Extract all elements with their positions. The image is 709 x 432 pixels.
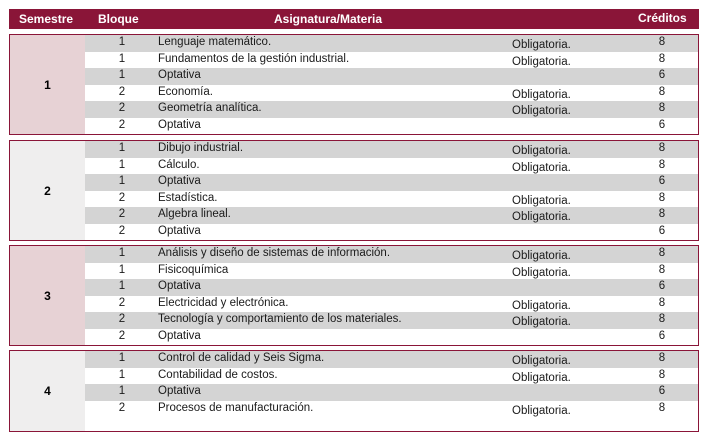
bloque-cell: 2 bbox=[118, 85, 126, 98]
creditos-cell: 8 bbox=[658, 401, 666, 414]
bloque-cell: 1 bbox=[118, 280, 126, 292]
bloque-cell: 2 bbox=[118, 118, 126, 131]
table-row bbox=[85, 296, 698, 313]
asignatura-cell: Lenguaje matemático. bbox=[158, 36, 272, 48]
table-row bbox=[85, 368, 698, 385]
table-row bbox=[85, 351, 698, 368]
asignatura-cell: Algebra lineal. bbox=[158, 208, 231, 220]
asignatura-cell: Control de calidad y Seis Sigma. bbox=[158, 352, 325, 364]
bloque-cell: 2 bbox=[118, 191, 126, 204]
tipo-cell: Obligatoria. bbox=[512, 88, 571, 101]
creditos-cell: 6 bbox=[658, 118, 666, 131]
asignatura-cell: Dibujo industrial. bbox=[158, 142, 244, 154]
table-row bbox=[85, 118, 698, 135]
asignatura-cell: Optativa bbox=[158, 69, 201, 81]
creditos-cell: 8 bbox=[658, 263, 666, 276]
tipo-cell: Obligatoria. bbox=[512, 371, 571, 384]
asignatura-cell: Fisicoquímica bbox=[158, 263, 229, 276]
asignatura-cell: Contabilidad de costos. bbox=[158, 368, 278, 381]
asignatura-cell: Optativa bbox=[158, 118, 201, 131]
semester-number: 1 bbox=[10, 35, 85, 134]
table-row bbox=[85, 158, 698, 175]
asignatura-cell: Geometría analítica. bbox=[158, 102, 262, 114]
tipo-cell: Obligatoria. bbox=[512, 316, 571, 328]
table-row bbox=[85, 224, 698, 241]
table-row bbox=[85, 312, 698, 329]
table-row bbox=[85, 35, 698, 52]
creditos-cell: 8 bbox=[658, 247, 666, 259]
semester-number: 3 bbox=[10, 246, 85, 345]
tipo-cell: Obligatoria. bbox=[512, 39, 571, 51]
table-row bbox=[85, 329, 698, 346]
table-header bbox=[9, 9, 699, 29]
table-row bbox=[85, 207, 698, 224]
bloque-cell: 1 bbox=[118, 352, 126, 364]
bloque-cell: 2 bbox=[118, 224, 126, 237]
asignatura-cell: Procesos de manufacturación. bbox=[158, 401, 314, 414]
header-bloque: Bloque bbox=[98, 12, 139, 26]
asignatura-cell: Optativa bbox=[158, 385, 201, 397]
header-asignatura: Asignatura/Materia bbox=[274, 12, 383, 26]
creditos-cell: 6 bbox=[658, 329, 666, 342]
tipo-cell: Obligatoria. bbox=[512, 266, 571, 279]
tipo-cell: Obligatoria. bbox=[512, 105, 571, 117]
tipo-cell: Obligatoria. bbox=[512, 299, 571, 312]
asignatura-cell: Optativa bbox=[158, 224, 201, 237]
bloque-cell: 2 bbox=[118, 401, 126, 414]
bloque-cell: 1 bbox=[118, 158, 126, 171]
creditos-cell: 8 bbox=[658, 296, 666, 309]
table-row bbox=[85, 263, 698, 280]
semester-number: 2 bbox=[10, 141, 85, 240]
creditos-cell: 8 bbox=[658, 368, 666, 381]
creditos-cell: 8 bbox=[658, 313, 666, 325]
tipo-cell: Obligatoria. bbox=[512, 404, 571, 417]
bloque-cell: 2 bbox=[118, 296, 126, 309]
table-row bbox=[85, 52, 698, 69]
tipo-cell: Obligatoria. bbox=[512, 250, 571, 262]
creditos-cell: 6 bbox=[658, 280, 666, 292]
asignatura-cell: Optativa bbox=[158, 175, 201, 187]
asignatura-cell: Optativa bbox=[158, 280, 201, 292]
asignatura-cell: Estadística. bbox=[158, 191, 218, 204]
creditos-cell: 6 bbox=[658, 175, 666, 187]
creditos-cell: 8 bbox=[658, 142, 666, 154]
creditos-cell: 6 bbox=[658, 385, 666, 397]
table-row bbox=[85, 279, 698, 296]
bloque-cell: 1 bbox=[118, 247, 126, 259]
asignatura-cell: Cálculo. bbox=[158, 158, 200, 171]
creditos-cell: 8 bbox=[658, 36, 666, 48]
bloque-cell: 1 bbox=[118, 385, 126, 397]
creditos-cell: 8 bbox=[658, 52, 666, 65]
asignatura-cell: Electricidad y electrónica. bbox=[158, 296, 289, 309]
table-row bbox=[85, 68, 698, 85]
table-row bbox=[85, 401, 698, 418]
semester-number: 4 bbox=[10, 351, 85, 431]
bloque-cell: 2 bbox=[118, 102, 126, 114]
asignatura-cell: Economía. bbox=[158, 85, 213, 98]
creditos-cell: 8 bbox=[658, 191, 666, 204]
bloque-cell: 1 bbox=[118, 52, 126, 65]
table-row bbox=[85, 141, 698, 158]
tipo-cell: Obligatoria. bbox=[512, 55, 571, 68]
creditos-cell: 8 bbox=[658, 85, 666, 98]
asignatura-cell: Optativa bbox=[158, 329, 201, 342]
tipo-cell: Obligatoria. bbox=[512, 211, 571, 223]
header-semestre: Semestre bbox=[19, 12, 74, 26]
bloque-cell: 1 bbox=[118, 69, 126, 81]
table-row bbox=[85, 384, 698, 401]
header-creditos: Créditos bbox=[638, 11, 687, 25]
creditos-cell: 8 bbox=[658, 158, 666, 171]
bloque-cell: 1 bbox=[118, 36, 126, 48]
table-row bbox=[85, 174, 698, 191]
asignatura-cell: Análisis y diseño de sistemas de información. bbox=[158, 247, 391, 259]
bloque-cell: 1 bbox=[118, 142, 126, 154]
creditos-cell: 6 bbox=[658, 69, 666, 81]
creditos-cell: 6 bbox=[658, 224, 666, 237]
table-row bbox=[85, 246, 698, 263]
table-row bbox=[85, 191, 698, 208]
table-row bbox=[85, 101, 698, 118]
tipo-cell: Obligatoria. bbox=[512, 194, 571, 207]
table-row bbox=[85, 85, 698, 102]
semester-group-2 bbox=[9, 140, 699, 241]
asignatura-cell: Tecnología y comportamiento de los materiales. bbox=[158, 313, 402, 325]
creditos-cell: 8 bbox=[658, 102, 666, 114]
asignatura-cell: Fundamentos de la gestión industrial. bbox=[158, 52, 350, 65]
bloque-cell: 2 bbox=[118, 313, 126, 325]
bloque-cell: 1 bbox=[118, 263, 126, 276]
tipo-cell: Obligatoria. bbox=[512, 355, 571, 367]
creditos-cell: 8 bbox=[658, 208, 666, 220]
creditos-cell: 8 bbox=[658, 352, 666, 364]
bloque-cell: 1 bbox=[118, 368, 126, 381]
bloque-cell: 2 bbox=[118, 208, 126, 220]
tipo-cell: Obligatoria. bbox=[512, 161, 571, 174]
bloque-cell: 1 bbox=[118, 175, 126, 187]
tipo-cell: Obligatoria. bbox=[512, 145, 571, 157]
bloque-cell: 2 bbox=[118, 329, 126, 342]
semester-group-1 bbox=[9, 34, 699, 135]
semester-group-3 bbox=[9, 245, 699, 346]
